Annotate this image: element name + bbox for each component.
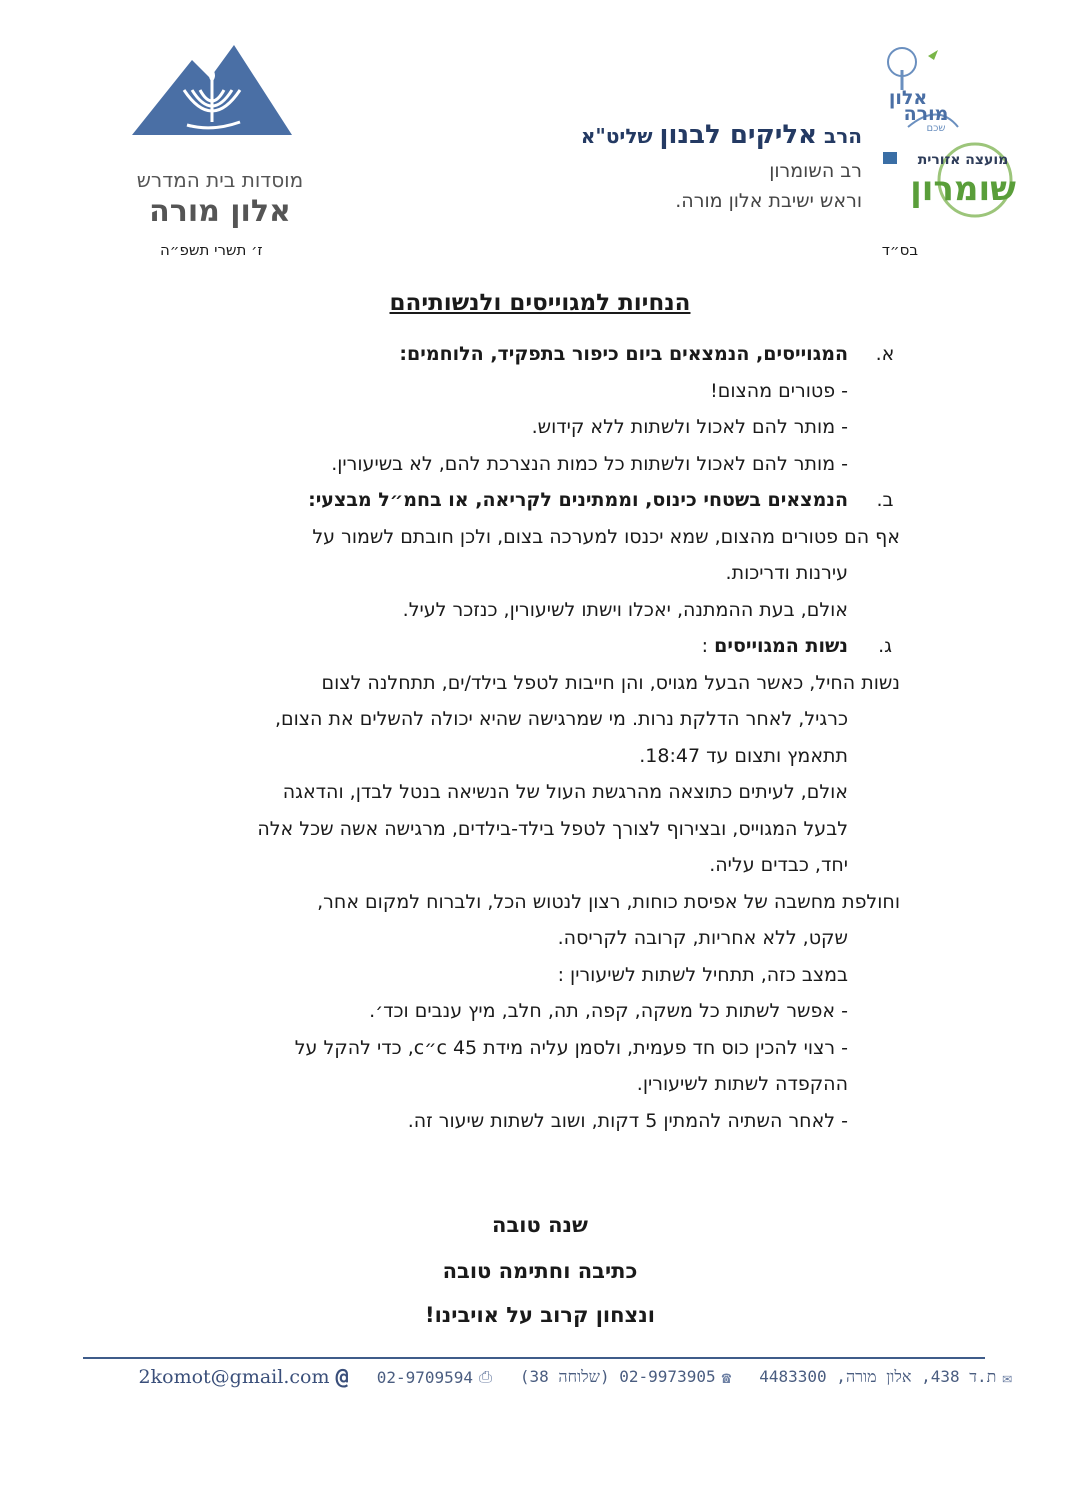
section-b-letter: ב.	[876, 489, 894, 511]
paragraph-line: אולם, בעת ההמתנה, יאכלו וישתו לשיעורין, כנזכר לעיל.	[402, 598, 848, 621]
footer	[72, 1362, 1012, 1392]
institution-line1: מוסדות בית המדרש	[136, 168, 304, 192]
paragraph-line: לבעל המגוייס, ובצירוף לצורך לטפל בילד-בילדים, מרגישה אשה שכל אלה	[257, 817, 848, 840]
paragraph-line: אולם, לעיתים כתוצאה מהרגשת העול של הנשיאה בנטל לבדן, והדאגה	[282, 781, 848, 803]
section-c-letter: ג.	[878, 635, 892, 657]
list-item: ההקפדה לשתות לשיעורין.	[636, 1073, 848, 1095]
rabbi-block	[442, 120, 862, 212]
hebrew-date: ז׳ תשרי תשפ״ה	[160, 241, 263, 259]
footer-phone-text: 02-9973905 (שלוחה 38)	[519, 1367, 716, 1386]
list-item: - מותר להם לאכול ולשתות כל כמות הנצרכת להם, לא בשיעורין.	[331, 452, 848, 475]
paragraph-line: כרגיל, לאחר הדלקת נרות. מי שמרגישה שהיא יכולה להשלים את הצום,	[274, 708, 848, 730]
list-item: - לאחר השתיה להמתין 5 דקות, ושוב לשתות שיעור זה.	[407, 1109, 848, 1132]
footer-email-text[interactable]: 2komot@gmail.com	[138, 1366, 330, 1388]
section-a-heading: המגוייסים, הנמצאים ביום כיפור בתפקיד, הלוחמים:	[399, 343, 848, 365]
closing-line-3: ונצחון קרוב על אויבינו!	[425, 1303, 655, 1327]
footer-address-text: ת.ד 438, אלון מורה, 4483300	[759, 1367, 997, 1386]
phone-icon: ☎	[721, 1367, 732, 1387]
rabbi-name	[442, 120, 862, 150]
shomron-logo-small: מועצה אזורית	[917, 152, 1009, 168]
institution-name	[90, 168, 350, 229]
footer-fax	[377, 1367, 492, 1387]
paragraph-line: עירנות ודריכות.	[725, 562, 848, 584]
elon-logo-text1: אלון	[888, 87, 928, 109]
list-item: - אפשר לשתות כל משקה, קפה, תה, חלב, מיץ ענבים וכד׳.	[369, 1000, 848, 1022]
envelope-icon: ✉	[1002, 1367, 1012, 1387]
shomron-logo-big: שומרון	[910, 169, 1016, 209]
section-c-heading-row	[148, 628, 848, 665]
rabbi-name-main: אליקים לבנון	[659, 120, 818, 150]
section-b	[148, 482, 900, 628]
paragraph-line: שקט, ללא אחריות, קרובה לקריסה.	[557, 927, 848, 949]
page-title: הנחיות למגוייסים ולנשותיהם	[389, 290, 691, 316]
paragraph-line: תתאמץ ותצום עד 18:47.	[639, 744, 848, 767]
section-b-heading: הנמצאים בשטחי כינוס, וממתינים לקריאה, או בחמ״ל מבצעי:	[308, 489, 848, 511]
closing-line-2: כתיבה וחתימה טובה	[442, 1259, 638, 1283]
section-c-heading: נשות המגוייסים	[714, 635, 848, 657]
list-item: - רצוי להכין כוס חד פעמית, ולסמן עליה מידת 45 c״c, כדי להקל על	[294, 1036, 848, 1059]
footer-fax-text: 02-9709594	[376, 1367, 474, 1387]
paragraph-line: במצב כזה, תתחיל לשתות לשיעורין :	[557, 963, 848, 986]
paragraph-line: אף הם פטורים מהצום, שמא יכנסו למערכה בצום, ולכן חובתם לשמור על	[312, 525, 900, 548]
elon-logo-text3: שכם	[926, 123, 946, 132]
section-c	[148, 628, 900, 1139]
footer-address	[759, 1367, 1012, 1387]
rabbi-suffix: שליט"א	[580, 124, 653, 148]
section-c-heading-colon: :	[701, 635, 709, 657]
paragraph-line: יחד, כבדים עליה.	[709, 854, 848, 876]
footer-email[interactable]	[139, 1365, 349, 1390]
institution-line2: אלון מורה	[149, 194, 291, 229]
footer-phone	[520, 1367, 731, 1387]
at-icon: @	[335, 1364, 349, 1390]
bsd-mark: בס״ד	[881, 241, 918, 259]
elon-logo-text2: מורה	[903, 103, 949, 125]
institution-logo	[132, 40, 292, 140]
fax-icon: ⎙	[479, 1367, 492, 1386]
section-a-letter: א.	[875, 343, 895, 365]
elon-moreh-logo	[878, 42, 968, 132]
rabbi-title-1: רב השומרון	[769, 160, 862, 182]
paragraph-line: וחולפת מחשבה של אפיסת כוחות, רצון לנטוש הכל, ולברוח למקום אחר,	[317, 890, 900, 913]
closing-line-1: שנה טובה	[492, 1213, 588, 1237]
list-item: - פטורים מהצום!	[710, 379, 848, 402]
section-a	[148, 336, 895, 482]
paragraph-line: נשות החיל, כאשר הבעל מגויס, והן חייבות לטפל בילד/ים, תתחלנה לצום	[321, 671, 900, 694]
shomron-logo	[883, 138, 1028, 218]
list-item: - מותר להם לאכול ולשתות ללא קידוש.	[531, 416, 848, 438]
rabbi-prefix: הרב	[824, 124, 862, 148]
rabbi-title-2: וראש ישיבת אלון מורה.	[675, 190, 862, 212]
document-body	[148, 336, 900, 1139]
footer-rule	[83, 1357, 985, 1359]
